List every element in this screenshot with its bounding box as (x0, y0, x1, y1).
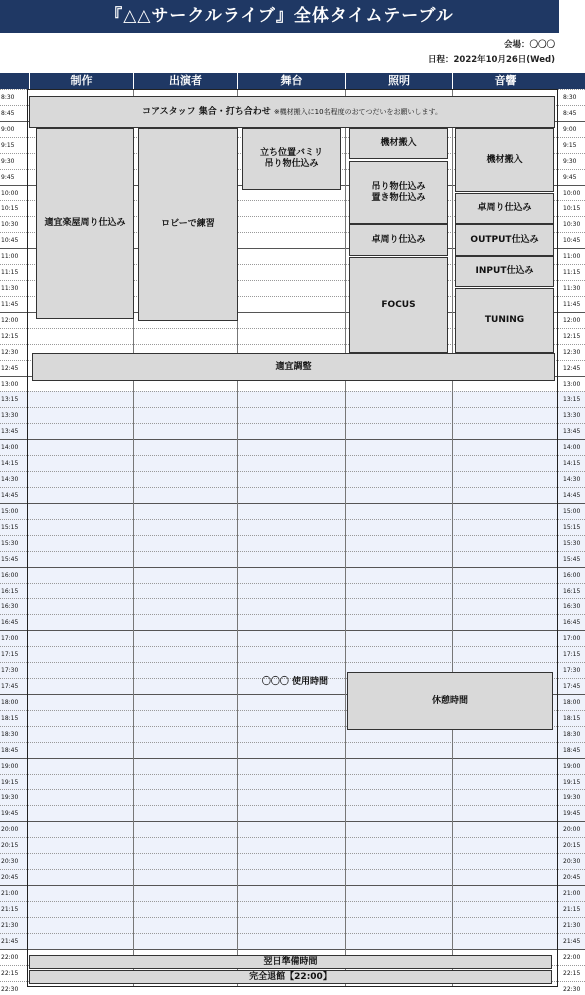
time-label: 8:30 (563, 94, 577, 101)
time-label: 17:00 (1, 635, 19, 643)
time-label: 19:45 (1, 810, 19, 818)
event-output-setup: OUTPUT仕込み (455, 224, 554, 256)
time-label: 11:00 (563, 253, 581, 261)
time-label: 8:45 (563, 109, 577, 117)
event-usage-time: 〇〇〇 使用時間 (261, 676, 329, 687)
event-lobby-practice: ロビーで練習 (138, 128, 238, 321)
time-label: 10:30 (1, 221, 19, 229)
event-stage-setup: 立ち位置バミリ 吊り物仕込み (242, 128, 341, 190)
time-label: 16:30 (563, 603, 581, 611)
time-label: 12:00 (563, 316, 581, 324)
time-label: 20:45 (1, 874, 19, 882)
time-label: 9:45 (563, 173, 577, 181)
column-header-stage: 舞台 (237, 73, 345, 89)
time-label: 16:00 (563, 571, 581, 579)
time-label: 15:45 (1, 555, 19, 563)
time-label: 14:45 (1, 492, 19, 499)
time-label: 18:45 (563, 746, 581, 754)
time-label: 9:00 (1, 125, 15, 133)
time-label: 21:00 (1, 890, 19, 897)
time-label: 15:15 (563, 523, 581, 531)
date-label: 日程：2022年10月26日(Wed) (427, 55, 555, 65)
event-adjust: 適宜調整 (32, 353, 555, 381)
time-label: 10:45 (563, 237, 581, 245)
time-label: 17:15 (563, 651, 581, 659)
event-break: 休憩時間 (347, 672, 553, 730)
event-light-hang: 吊り物仕込み 置き物仕込み (349, 161, 448, 224)
time-label: 10:45 (1, 237, 19, 245)
time-label: 12:15 (563, 332, 581, 340)
time-label: 15:15 (1, 523, 19, 531)
time-label: 18:30 (1, 730, 19, 738)
time-label: 19:30 (563, 794, 581, 802)
time-label: 17:30 (563, 667, 581, 675)
time-label: 13:30 (563, 412, 581, 420)
time-label: 14:30 (1, 476, 19, 484)
page-title: 『△△サークルライブ』全体タイムテーブル (0, 0, 559, 33)
time-label: 16:15 (563, 587, 581, 595)
time-label: 12:15 (1, 332, 19, 340)
time-label: 11:15 (1, 269, 19, 277)
time-label: 21:45 (563, 937, 581, 945)
event-input-setup: INPUT仕込み (455, 256, 554, 287)
time-label: 16:45 (563, 619, 581, 627)
time-label: 11:45 (563, 300, 581, 308)
time-label: 22:30 (563, 985, 581, 993)
time-label: 22:15 (563, 969, 581, 977)
time-label: 18:45 (1, 746, 19, 754)
event-core-staff (29, 96, 555, 128)
time-label: 11:00 (1, 253, 19, 261)
time-label: 16:30 (1, 603, 19, 611)
time-label: 21:30 (1, 921, 19, 929)
time-label: 19:00 (1, 762, 19, 770)
time-label: 15:30 (1, 539, 19, 547)
time-label: 18:15 (1, 714, 19, 722)
time-label: 15:00 (563, 507, 581, 515)
event-full-exit: 完全退館【22:00】 (29, 970, 552, 984)
time-label: 16:45 (1, 619, 19, 627)
time-label: 12:45 (1, 364, 19, 372)
time-label: 13:00 (563, 380, 581, 388)
time-label: 11:30 (1, 285, 19, 293)
time-label: 10:00 (563, 189, 581, 197)
time-label: 17:15 (1, 651, 19, 659)
time-label: 19:00 (563, 762, 581, 770)
time-label: 19:15 (563, 778, 581, 786)
time-label: 21:15 (563, 905, 581, 913)
time-label: 18:00 (1, 698, 19, 706)
time-label: 14:45 (563, 492, 581, 499)
time-label: 21:15 (1, 905, 19, 913)
time-label: 22:00 (1, 953, 19, 961)
event-focus: FOCUS (349, 257, 448, 353)
column-header-performers: 出演者 (133, 73, 237, 89)
time-label: 8:45 (1, 109, 15, 117)
time-label: 11:15 (563, 269, 581, 277)
event-tuning: TUNING (455, 288, 554, 353)
time-label: 9:15 (563, 141, 577, 149)
time-label: 10:30 (563, 221, 581, 229)
time-label: 18:30 (563, 730, 581, 738)
time-label: 15:30 (563, 539, 581, 547)
time-label: 22:00 (563, 953, 581, 961)
time-label: 9:30 (563, 157, 577, 165)
time-label: 12:45 (563, 364, 581, 372)
time-label: 14:00 (1, 444, 19, 452)
time-label: 13:30 (1, 412, 19, 420)
time-label: 12:00 (1, 316, 19, 324)
time-label: 21:00 (563, 890, 581, 897)
time-label: 20:45 (563, 874, 581, 882)
time-label: 13:15 (563, 396, 581, 404)
time-label: 13:15 (1, 396, 19, 404)
column-header-production: 制作 (29, 73, 133, 89)
time-label: 11:30 (563, 285, 581, 293)
time-label: 15:45 (563, 555, 581, 563)
time-label: 14:15 (563, 460, 581, 468)
time-label: 17:30 (1, 667, 19, 675)
time-label: 20:00 (563, 826, 581, 834)
time-label: 17:45 (563, 683, 581, 691)
time-label: 10:15 (563, 205, 581, 213)
time-label: 20:15 (1, 842, 19, 850)
event-light-load-in: 機材搬入 (349, 128, 448, 159)
event-next-day-prep: 翌日準備時間 (29, 955, 552, 969)
time-label: 22:15 (1, 969, 19, 977)
time-label: 13:00 (1, 380, 19, 388)
time-label: 16:15 (1, 587, 19, 595)
time-label: 12:30 (563, 348, 581, 356)
time-label: 14:00 (563, 444, 581, 452)
time-label: 9:00 (563, 125, 577, 133)
time-label: 19:45 (563, 810, 581, 818)
event-dressing-room: 適宜楽屋周り仕込み (36, 128, 134, 319)
time-label: 18:00 (563, 698, 581, 706)
time-label: 21:30 (563, 921, 581, 929)
time-label: 18:15 (563, 714, 581, 722)
time-label: 19:30 (1, 794, 19, 802)
time-label: 9:45 (1, 173, 15, 181)
event-core-staff-label: コアスタッフ 集合・打ち合わせ (142, 106, 271, 117)
event-sound-load-in: 機材搬入 (455, 128, 554, 192)
time-label: 14:30 (563, 476, 581, 484)
time-label: 20:30 (563, 858, 581, 866)
column-header-lighting: 照明 (345, 73, 452, 89)
time-label: 12:30 (1, 348, 19, 356)
time-label: 17:45 (1, 683, 19, 691)
event-light-desk: 卓周り仕込み (349, 224, 448, 256)
time-label: 14:15 (1, 460, 19, 468)
time-label: 21:45 (1, 937, 19, 945)
time-label: 8:30 (1, 94, 15, 101)
time-label: 10:15 (1, 205, 19, 213)
time-label: 20:15 (563, 842, 581, 850)
time-label: 20:30 (1, 858, 19, 866)
time-label: 11:45 (1, 300, 19, 308)
time-label: 16:00 (1, 571, 19, 579)
time-label: 9:15 (1, 141, 15, 149)
time-label: 13:45 (563, 428, 581, 436)
time-label: 17:00 (563, 635, 581, 643)
column-header-sound: 音響 (452, 73, 558, 89)
time-label: 10:00 (1, 189, 19, 197)
time-label: 15:00 (1, 507, 19, 515)
time-label: 22:30 (1, 985, 19, 993)
venue-label: 会場：〇〇〇 (503, 40, 555, 50)
time-label: 19:15 (1, 778, 19, 786)
time-label: 20:00 (1, 826, 19, 834)
event-core-staff-note: ※機材搬入に10名程度のおてつだいをお願いします。 (273, 107, 442, 116)
time-label: 13:45 (1, 428, 19, 436)
time-label: 9:30 (1, 157, 15, 165)
event-sound-desk: 卓周り仕込み (455, 193, 554, 224)
